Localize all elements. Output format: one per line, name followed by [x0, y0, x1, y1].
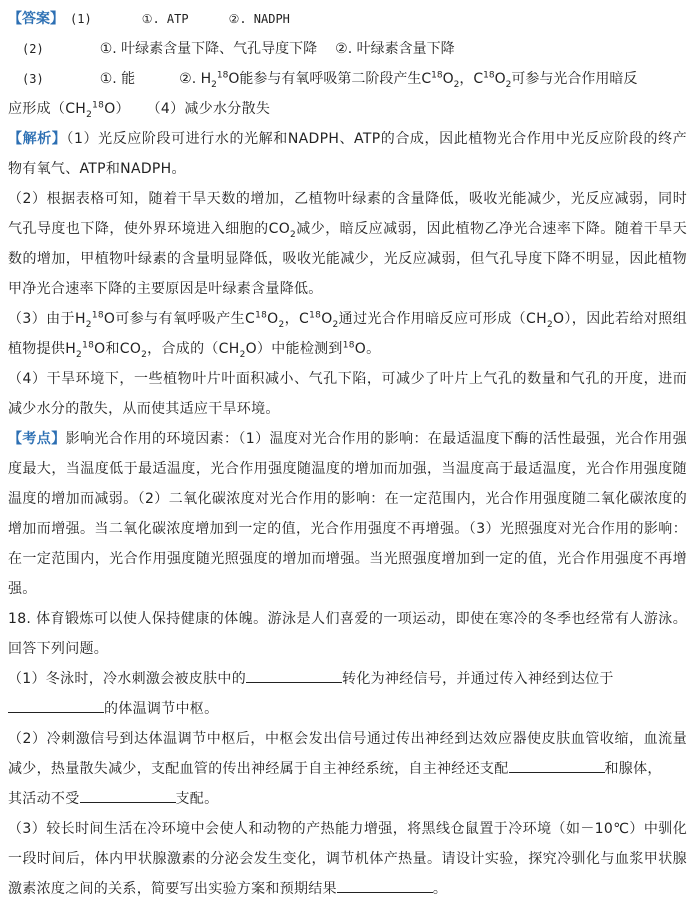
answer-q3-b-sub: 2 — [211, 79, 217, 90]
answer-q2-option-a: ①. 叶绿素含量下降、气孔导度下降 — [99, 41, 318, 57]
q18-s3-text: 。 — [432, 881, 448, 897]
analysis-sup: 18 — [309, 310, 322, 321]
answer-line-4 — [8, 94, 687, 124]
answer-line-1 — [8, 4, 687, 34]
analysis-text-3: O可参与有氧呼吸产生C — [103, 311, 256, 327]
q18-s1-text: 的体温调节中枢。 — [104, 701, 219, 717]
point-tag: 【考点】 — [8, 431, 66, 447]
analysis-text-3: O — [321, 311, 333, 327]
answer-q3-b-number: ②. — [179, 71, 197, 87]
q18-s2-text: 和腺体， — [604, 761, 662, 777]
answer-blank[interactable] — [509, 756, 605, 773]
analysis-text-3: O），因此若给对照组植物提供H — [8, 311, 687, 357]
answer-blank[interactable] — [246, 666, 342, 683]
q18-s2-text: 其活动不受 — [8, 791, 80, 807]
analysis-text-3: O — [267, 311, 279, 327]
answer-q2-number: (2) — [22, 42, 44, 56]
analysis-paragraph-3 — [8, 304, 687, 364]
analysis-tag: 【解析】 — [8, 131, 67, 147]
answer-line-2 — [8, 34, 687, 64]
analysis-sub: 2 — [546, 319, 553, 330]
analysis-sub: 2 — [278, 319, 285, 330]
analysis-paragraph-1 — [8, 124, 687, 184]
analysis-sub: 2 — [332, 319, 339, 330]
answer-q1-option-b: ②. NADPH — [228, 12, 290, 26]
analysis-text-3: 通过光合作用暗反应可形成（CH — [338, 311, 547, 327]
analysis-text-2b: 减少，暗反应减弱，因此植物乙净光合速率下降。随着干旱天数的增加，甲植物叶绿素的含量明显降低，吸收光能减少，光反应减弱，但气孔导度下降不明显，因此植物甲净光合速率下降的主要原因是叶绿素含量降低。 — [8, 221, 687, 297]
analysis-sub: 2 — [290, 229, 297, 240]
analysis-sub: 2 — [141, 349, 148, 360]
answer-q1-number: (1) — [70, 12, 92, 26]
q18-s1-text: （1）冬泳时，冷水刺激会被皮肤中的 — [8, 671, 247, 687]
answer-q3-b-sup: 18 — [216, 70, 229, 81]
answer-blank[interactable] — [80, 786, 176, 803]
analysis-sup: 18 — [255, 310, 268, 321]
analysis-text-3: （3）由于H — [8, 311, 86, 327]
analysis-text-3: ，合成的（CH — [147, 341, 240, 357]
point-text: 影响光合作用的环境因素：（1）温度对光合作用的影响：在最适温度下酶的活性最强，光合作用强度最大，当温度低于最适温度，光合作用强度随温度的增加而加强，当温度高于最适温度，光合作用强度随温度的增加而减弱。（2）二氧化碳浓度对光合作用的影响：在一定范围内，光合作用强度随二氧化碳浓度的增加而增强。当二氧化碳浓度增加到一定的值，光合作用强度不再增强。（3）光照强度对光合作用的影响：在一定范围内，光合作用强度随光照强度的增加而增强。当光照强度增加到一定的值，光合作用强度不再增强。 — [8, 431, 688, 597]
analysis-paragraph-2 — [8, 184, 687, 304]
answer-q3-b-text: 可参与光合作用暗反 — [511, 71, 638, 87]
answer-q1-option-a: ①. ATP — [141, 12, 189, 26]
analysis-text-3: O）中能检测到 — [245, 341, 343, 357]
q18-s2-text: （2）冷刺激信号到达体温调节中枢后，中枢会发出信号通过传出神经到达效应器使皮肤血管收缩，血流量减少，热量散失减少，支配血管的传出神经属于自主神经系统，自主神经还支配 — [8, 731, 687, 777]
question-18-stem: 18. 体育锻炼可以使人保持健康的体魄。游泳是人们喜爱的一项运动，即使在寒冷的冬季也经常有人游泳。回答下列问题。 — [8, 611, 687, 657]
answer-line-3 — [8, 64, 687, 94]
analysis-sub: 2 — [239, 349, 246, 360]
answer-q3-b-sup: 18 — [431, 70, 443, 81]
answer-q3-b-text: O — [494, 71, 506, 87]
answer-q3-number: (3) — [22, 72, 44, 86]
answer-q3-b-sup: 18 — [483, 70, 495, 81]
analysis-sup: 18 — [82, 340, 95, 351]
q18-s2-text: 支配。 — [175, 791, 219, 807]
answer-q3-option-a: ①. 能 — [99, 71, 136, 87]
answer-q3-b-sub: 2 — [453, 79, 460, 90]
answer-q3-cont-sup: 18 — [92, 100, 105, 111]
answer-blank[interactable] — [337, 876, 433, 893]
analysis-text-3: O。 — [354, 341, 381, 357]
question-18-sub-1 — [8, 664, 687, 724]
analysis-sub: 2 — [85, 319, 92, 330]
q18-s3-text: （3）较长时间生活在冷环境中会使人和动物的产热能力增强，将黑线仓鼠置于冷环境（如－10℃）中驯化一段时间后，体内甲状腺激素的分泌会发生变化，调节机体产热量。请设计实验，探究冷驯化与血浆甲状腺激素浓度之间的关系，简要写出实验方案和预期结果 — [8, 821, 687, 897]
answer-q3-b-text: ，C — [459, 71, 484, 87]
analysis-text-3: O和CO — [94, 341, 142, 357]
answer-q3-option-b — [179, 64, 637, 94]
answer-q3-cont-text: O） — [104, 101, 130, 117]
analysis-text-2a: （2）根据表格可知，随着干旱天数的增加，乙植物叶绿素的含量降低，吸收光能减少，光反应减弱，同时气孔导度也下降，使外界环境进入细胞的CO — [8, 191, 687, 237]
analysis-text-1: （1）光反应阶段可进行水的光解和NADPH、ATP的合成，因此植物光合作用中光反应阶段的终产物有氧气、ATP和NADPH。 — [8, 131, 687, 177]
answer-q3-b-text: H — [200, 71, 212, 87]
answer-q3-cont-text: 应形成（CH — [8, 101, 87, 117]
answer-blank[interactable] — [8, 696, 104, 713]
question-18-sub-2 — [8, 724, 687, 814]
q18-s1-text: 转化为神经信号，并通过传入神经到达位于 — [342, 671, 614, 687]
analysis-paragraph-4: （4）干旱环境下，一些植物叶片叶面积减小、气孔下陷，可减少了叶片上气孔的数量和气孔的开度，进而减少水分的散失，从而使其适应干旱环境。 — [8, 371, 687, 417]
answer-tag: 【答案】 — [8, 11, 64, 27]
question-18-sub-3 — [8, 814, 687, 904]
point-paragraph — [8, 424, 687, 604]
analysis-sup: 18 — [342, 340, 355, 351]
analysis-text-3: ，C — [284, 311, 310, 327]
answer-q3-b-sub: 2 — [505, 79, 512, 90]
answer-q3-cont-sub: 2 — [86, 109, 93, 120]
answer-q2-option-b: ②. 叶绿素含量下降 — [335, 41, 455, 57]
answer-q4: （4）减少水分散失 — [146, 101, 271, 117]
answer-q3-b-text: O — [442, 71, 454, 87]
answer-q3-b-text: O能参与有氧呼吸第二阶段产生C — [228, 71, 432, 87]
analysis-sup: 18 — [91, 310, 104, 321]
analysis-sub: 2 — [76, 349, 83, 360]
